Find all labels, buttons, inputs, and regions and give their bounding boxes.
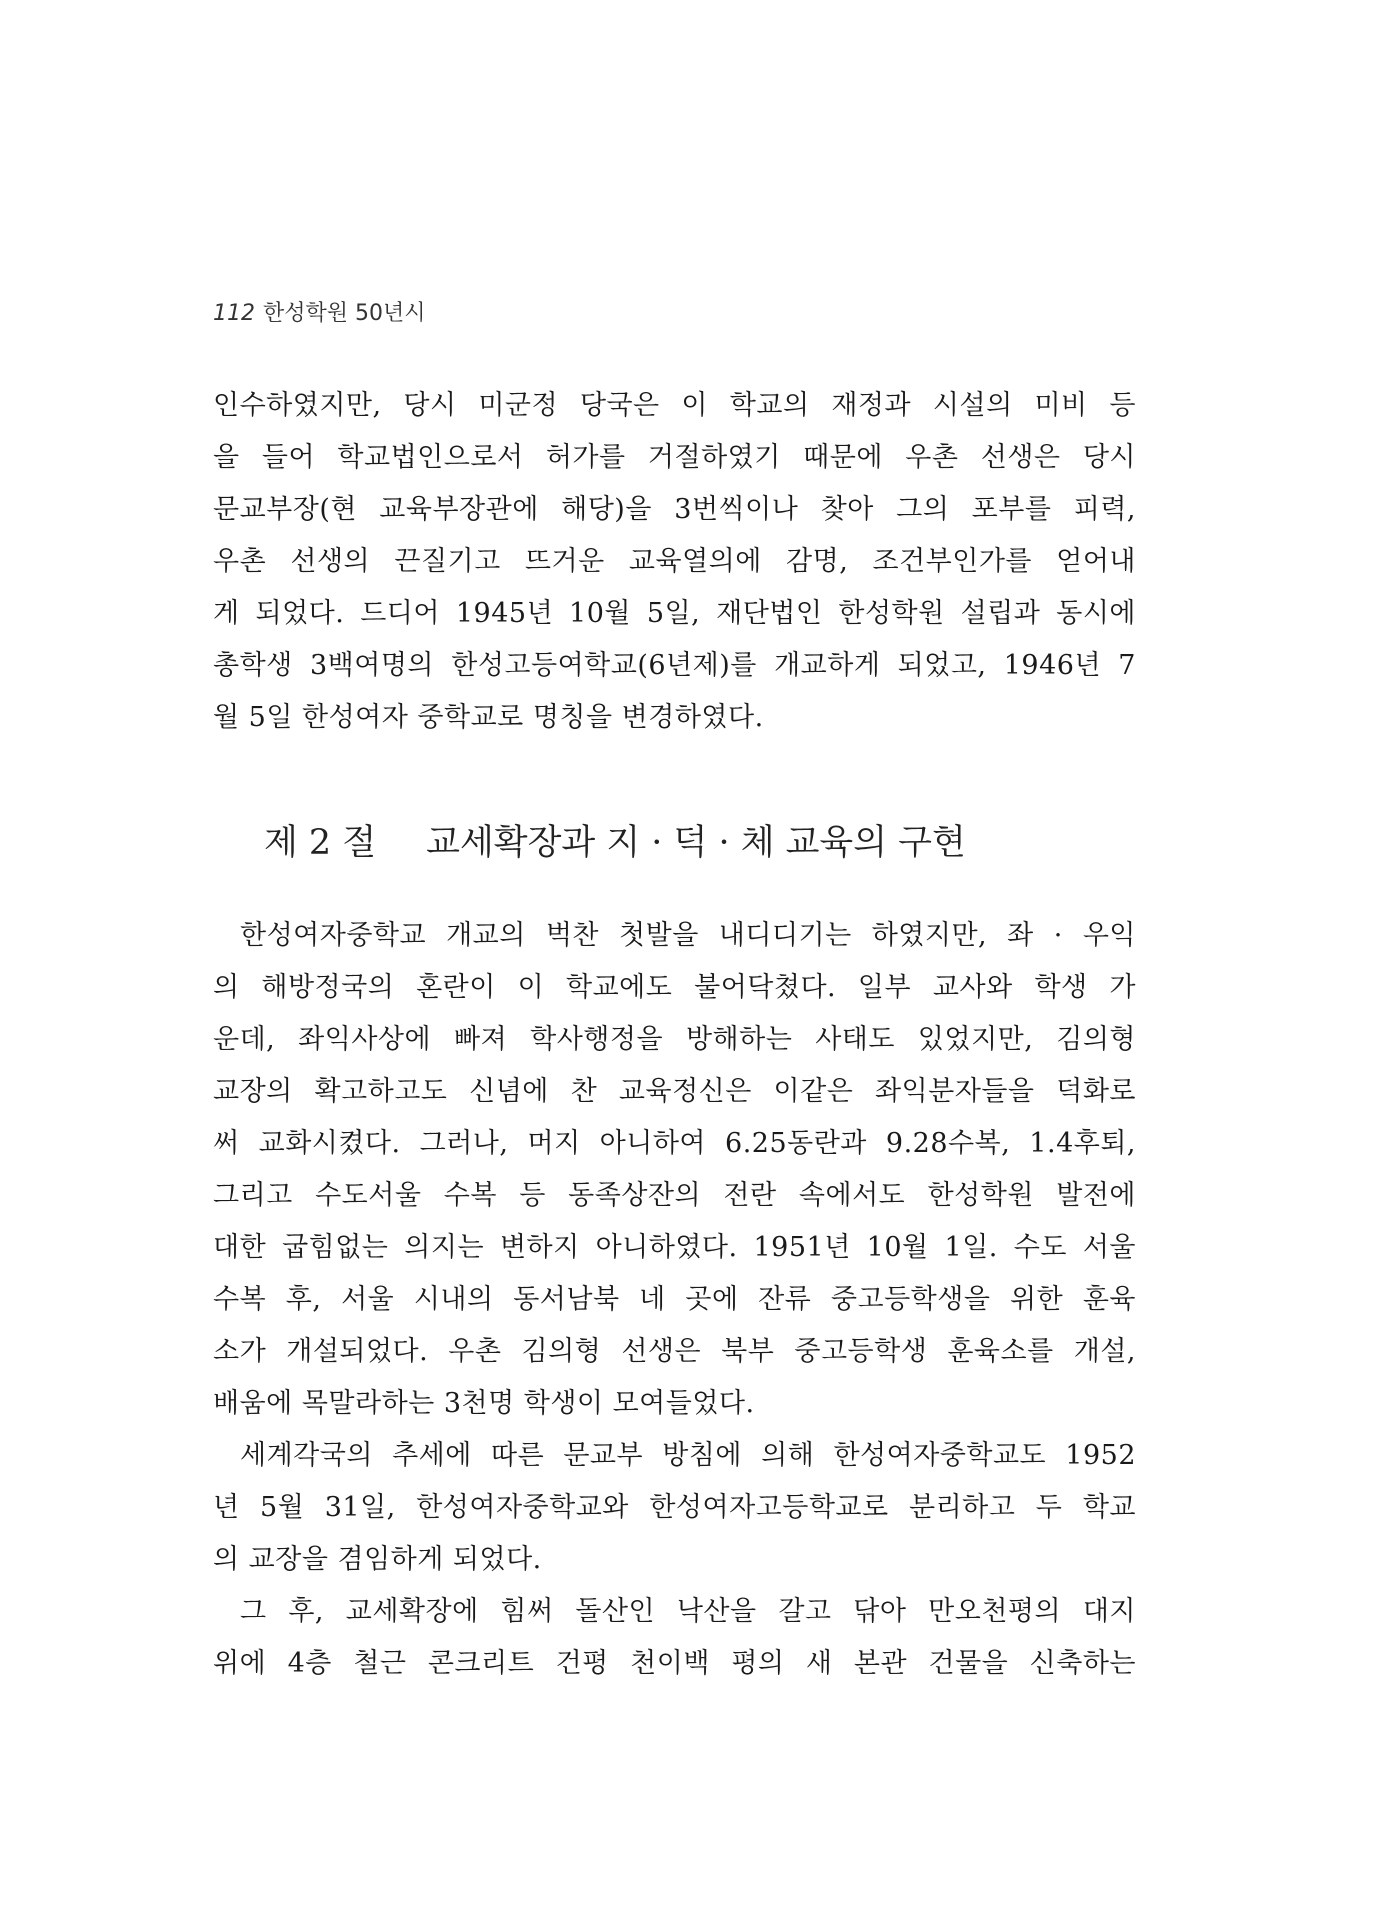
paragraph-line: 세계각국의 추세에 따른 문교부 방침에 의해 한성여자중학교도 1952 <box>240 1440 1136 1471</box>
paragraph-line: 월 5일 한성여자 중학교로 명칭을 변경하였다. <box>213 702 764 733</box>
paragraph-line: 교장의 확고하고도 신념에 찬 교육정신은 이같은 좌익분자들을 덕화로 <box>213 1076 1136 1107</box>
book-title: 한성학원 50년시 <box>263 301 426 326</box>
paragraph-line: 총학생 3백여명의 한성고등여학교(6년제)를 개교하게 되었고, 1946년 7 <box>213 650 1136 681</box>
paragraph-line: 을 들어 학교법인으로서 허가를 거절하였기 때문에 우촌 선생은 당시 <box>213 442 1136 473</box>
paragraph-line: 써 교화시켰다. 그러나, 머지 아니하여 6.25동란과 9.28수복, 1.4후퇴, <box>213 1128 1136 1159</box>
paragraph-line: 그 후, 교세확장에 힘써 돌산인 낙산을 갈고 닦아 만오천평의 대지 <box>240 1596 1136 1627</box>
paragraph-line: 게 되었다. 드디어 1945년 10월 5일, 재단법인 한성학원 설립과 동시에 <box>213 598 1136 629</box>
paragraph-line: 대한 굽힘없는 의지는 변하지 아니하였다. 1951년 10월 1일. 수도 서울 <box>213 1232 1136 1263</box>
paragraph-line: 위에 4층 철근 콘크리트 건평 천이백 평의 새 본관 건물을 신축하는 <box>213 1648 1136 1679</box>
paragraph-line: 그리고 수도서울 수복 등 동족상잔의 전란 속에서도 한성학원 발전에 <box>213 1180 1136 1211</box>
paragraph-line: 우촌 선생의 끈질기고 뜨거운 교육열의에 감명, 조건부인가를 얻어내 <box>213 546 1136 577</box>
paragraph-line: 배움에 목말라하는 3천명 학생이 모여들었다. <box>213 1388 755 1419</box>
paragraph-line: 한성여자중학교 개교의 벅찬 첫발을 내디디기는 하였지만, 좌 · 우익 <box>240 920 1136 951</box>
section-heading <box>264 818 966 868</box>
paragraph-line: 소가 개설되었다. 우촌 김의형 선생은 북부 중고등학생 훈육소를 개설, <box>213 1336 1136 1367</box>
section-title: 교세확장과 지 · 덕 · 체 교육의 구현 <box>426 823 966 863</box>
page-number: 112 <box>213 301 255 326</box>
paragraph-line: 인수하였지만, 당시 미군정 당국은 이 학교의 재정과 시설의 미비 등 <box>213 390 1136 421</box>
paragraph-line: 운데, 좌익사상에 빠져 학사행정을 방해하는 사태도 있었지만, 김의형 <box>213 1024 1136 1055</box>
paragraph-line: 년 5월 31일, 한성여자중학교와 한성여자고등학교로 분리하고 두 학교 <box>213 1492 1136 1523</box>
running-header <box>213 296 426 327</box>
paragraph-line: 수복 후, 서울 시내의 동서남북 네 곳에 잔류 중고등학생을 위한 훈육 <box>213 1284 1136 1315</box>
paragraph-line: 문교부장(현 교육부장관에 해당)을 3번씩이나 찾아 그의 포부를 피력, <box>213 494 1136 525</box>
paragraph-line: 의 해방정국의 혼란이 이 학교에도 불어닥쳤다. 일부 교사와 학생 가 <box>213 972 1136 1003</box>
paragraph-line: 의 교장을 겸임하게 되었다. <box>213 1544 542 1575</box>
section-number: 제 2 절 <box>264 823 377 863</box>
